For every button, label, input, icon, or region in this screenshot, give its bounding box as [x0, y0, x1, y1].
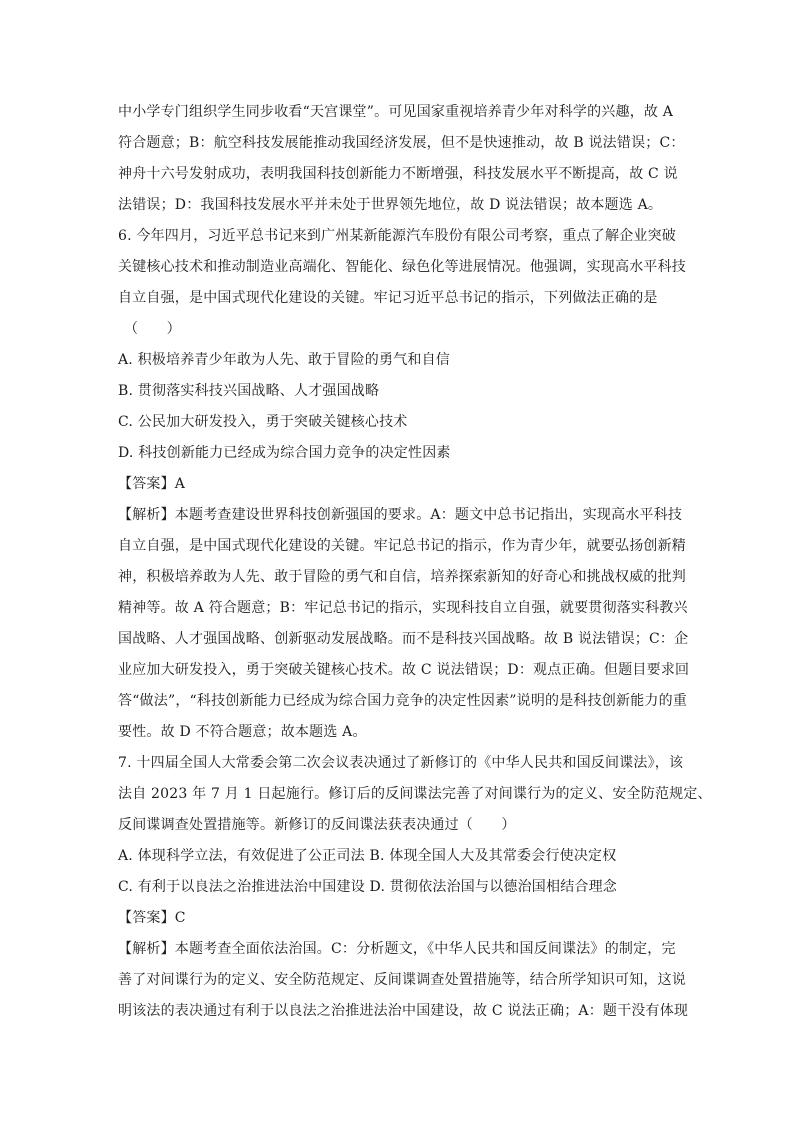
text-line: 中小学专门组织学生同步收看“天宫课堂”。可见国家重视培养青少年对科学的兴趣，故 A: [118, 104, 674, 120]
answer-label: 【答案】A: [118, 476, 186, 492]
analysis-paragraph: 【解析】本题考查全面依法治国。C：分析题文，《中华人民共和国反间谍法》的制定，完: [118, 941, 676, 957]
option-a: A. 积极培养青少年敢为人先、敢于冒险的勇气和自信: [118, 352, 451, 368]
text-line: 自立自强，是中国式现代化建设的关键。牢记习近平总书记的指示，下列做法正确的是: [118, 290, 658, 306]
text-line: 法错误；D：我国科技发展水平并未处于世界领先地位，故 D 说法错误；故本题选 A。: [118, 197, 663, 213]
option-b: B. 贯彻落实科技兴国战略、人才强国战略: [118, 383, 380, 399]
option-d: D. 科技创新能力已经成为综合国力竞争的决定性因素: [118, 445, 451, 461]
question-7-stem: 7. 十四届全国人大常委会第二次会议表决通过了新修订的《中华人民共和国反间谍法》，该: [118, 755, 684, 771]
answer-label: 【答案】C: [118, 910, 186, 926]
text-line: 要性。故 D 不符合题意；故本题选 A。: [118, 724, 367, 740]
text-line: 业应加大研发投入，勇于突破关键核心技术。故 C 说法错误；D：观点正确。但题目要求回: [118, 662, 690, 678]
text-line: 精神等。故 A 符合题意；B：牢记总书记的指示，实现科技自立自强，就要贯彻落实科教兴: [118, 600, 688, 616]
text-line: 答“做法”，“科技创新能力已经成为综合国力竞争的决定性因素”说明的是科技创新能力的重: [118, 693, 688, 709]
text-line: 自立自强，是中国式现代化建设的关键。牢记总书记的指示，作为青少年，就要弘扬创新精: [118, 538, 686, 554]
options-ab: A. 体现科学立法，有效促进了公正司法 B. 体现全国人大及其常委会行使决定权: [118, 848, 617, 864]
text-line: 符合题意；B：航空科技发展能推动我国经济发展，但不是快速推动，故 B 说法错误；C：: [118, 135, 685, 151]
document-body: [118, 97, 712, 1027]
answer-blank: （ ）: [124, 321, 181, 337]
text-line: 神舟十六号发射成功，表明我国科技创新能力不断增强，科技发展水平不断提高，故 C 说: [118, 166, 678, 182]
text-line: 善了对间谍行为的定义、安全防范规定、反间谍调查处置措施等，结合所学知识可知，这说: [118, 972, 686, 988]
analysis-paragraph: 【解析】本题考查建设世界科技创新强国的要求。A：题文中总书记指出，实现高水平科技: [118, 507, 683, 523]
text-line: 关键核心技术和推动制造业高端化、智能化、绿色化等进展情况。他强调，实现高水平科技: [118, 259, 686, 275]
options-cd: C. 有利于以良法之治推进法治中国建设 D. 贯彻依法治国与以德治国相结合理念: [118, 879, 617, 895]
question-6-stem: 6. 今年四月，习近平总书记来到广州某新能源汽车股份有限公司考察，重点了解企业突破: [118, 228, 677, 244]
text-line: 国战略、人才强国战略、创新驱动发展战略。而不是科技兴国战略。故 B 说法错误；C：企: [118, 631, 689, 647]
text-line: 明该法的表决通过有利于以良法之治推进法治中国建设，故 C 说法正确；A：题干没有体现: [118, 1003, 689, 1019]
text-line: 法自 2023 年 7 月 1 日起施行。修订后的反间谍法完善了对间谍行为的定义、安全防范规定、: [118, 786, 712, 802]
option-c: C. 公民加大研发投入，勇于突破关键核心技术: [118, 414, 408, 430]
text-line: 反间谍调查处置措施等。新修订的反间谍法获表决通过（ ）: [118, 817, 516, 833]
text-line: 神，积极培养敢为人先、敢于冒险的勇气和自信，培养探索新知的好奇心和挑战权威的批判: [118, 569, 686, 585]
